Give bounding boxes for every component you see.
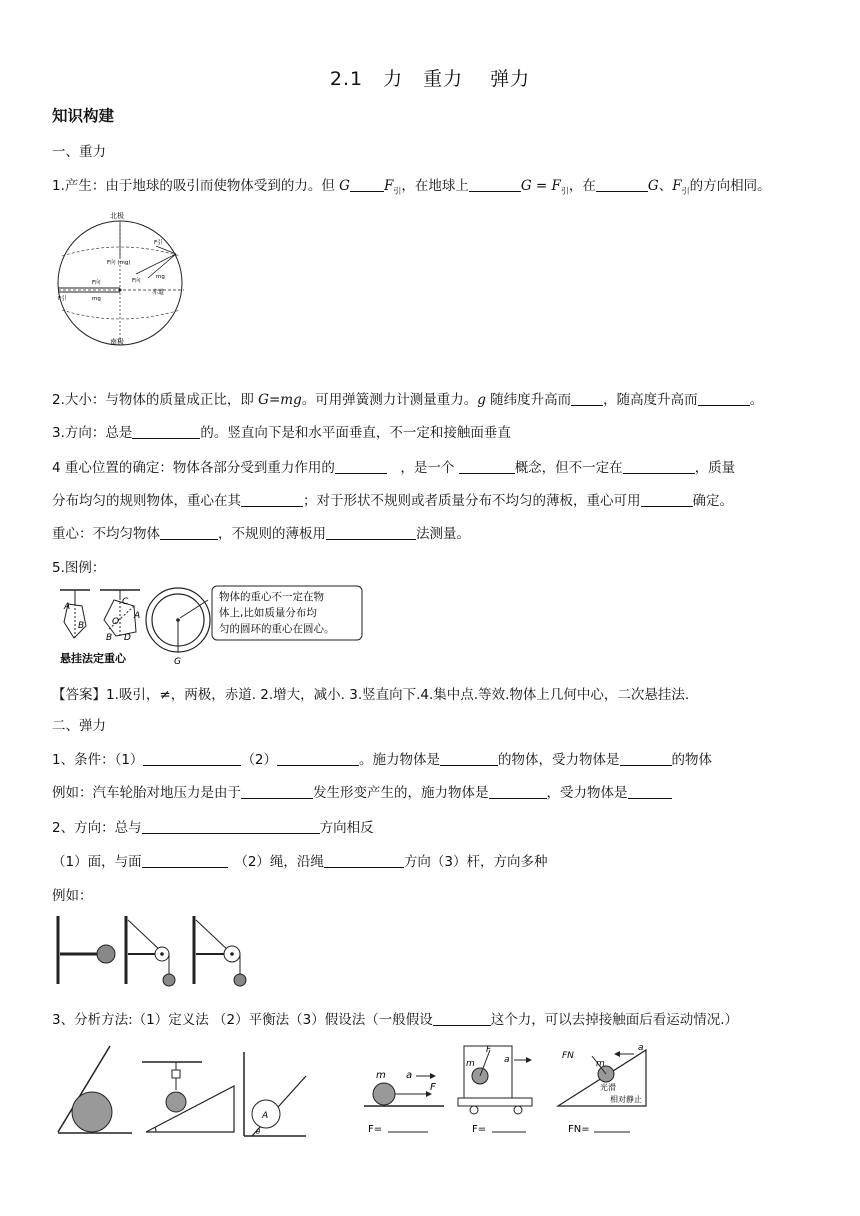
mass-m2-label: m bbox=[596, 1059, 605, 1069]
blank bbox=[326, 525, 416, 540]
text: 。可用弹簧测力计测量重力。 bbox=[301, 392, 478, 408]
answer-line: 【答案】1.吸引，≠，两极，赤道. 2.增大，减小. 3.竖直向下.4.集中点.等效.物体上几何中心，二次悬挂法. bbox=[52, 687, 690, 703]
mg-equator-label: mg bbox=[92, 296, 101, 302]
blank bbox=[628, 784, 672, 799]
text: 分布均匀的规则物体，重心在其 bbox=[52, 493, 241, 509]
blank bbox=[241, 492, 303, 507]
text: 概念，但不一定在 bbox=[514, 460, 623, 476]
rod-rope-figures bbox=[52, 914, 262, 988]
gravity-origin-line: 1.产生：由于地球的吸引而使物体受到的力。但 G $F_引$，在地球上 $G = F_引$，在 G、$F_引$的方向相同。 bbox=[52, 178, 771, 196]
point-c-label: C bbox=[122, 597, 129, 607]
elastic-direction-line bbox=[52, 816, 374, 836]
gravity-direction-line bbox=[52, 421, 511, 441]
text: 3、分析方法:（1）定义法 （2）平衡法（3）假设法（一般假设 bbox=[52, 1012, 433, 1028]
normal-force-label: FN bbox=[562, 1051, 574, 1061]
text: ，在 bbox=[568, 178, 596, 194]
point-b-label: B bbox=[78, 621, 85, 631]
text: 4 重心位置的确定：物体各部分受到重力作用的 bbox=[52, 460, 335, 476]
gravity-magnitude-line bbox=[52, 388, 763, 408]
text: 方向相反 bbox=[319, 820, 374, 836]
text: 例如：汽车轮胎对地压力是由于 bbox=[52, 785, 241, 801]
gravity-heading: 一、重力 bbox=[52, 144, 106, 160]
blank bbox=[623, 459, 695, 474]
blank bbox=[132, 424, 200, 439]
accel-a-label: a bbox=[504, 1055, 510, 1065]
note-line-1: 物体的重心不一定在物 bbox=[219, 591, 324, 603]
f-yin-equator-label: F引 bbox=[58, 296, 67, 302]
blank bbox=[571, 391, 603, 406]
text: 随纬度升高而 bbox=[485, 392, 572, 408]
text: 的方向相同。 bbox=[689, 178, 771, 194]
f-yin-label: F引 bbox=[154, 240, 163, 246]
f-xiang-label: F向 bbox=[132, 278, 141, 284]
elastic-example-line bbox=[52, 781, 672, 801]
contact-force-figures bbox=[52, 1040, 314, 1140]
text: 方向（3）杆，方向多种 bbox=[403, 854, 548, 870]
center-of-gravity-line-2 bbox=[52, 489, 733, 509]
elastic-condition-line bbox=[52, 748, 712, 768]
point-a2-label: A bbox=[134, 611, 141, 621]
elastic-direction-cases-line bbox=[52, 850, 548, 870]
text: ，受力物体是 bbox=[546, 785, 628, 801]
section-knowledge-heading: 知识构建 bbox=[52, 107, 115, 125]
text: 的。竖直向下是和水平面垂直，不一定和接触面垂直 bbox=[200, 425, 511, 441]
note-line-3: 匀的圆环的重心在圆心。 bbox=[219, 623, 335, 635]
blank bbox=[324, 853, 404, 868]
text: 的物体 bbox=[671, 752, 713, 768]
text: （1）面，与面 bbox=[52, 854, 142, 870]
text: 确定。 bbox=[692, 493, 733, 509]
relative-static-label: 相对静止 bbox=[610, 1095, 642, 1104]
answer-f1-label: F= bbox=[368, 1124, 383, 1135]
text: 1.产生：由于地球的吸引而使物体受到的力。但 bbox=[52, 178, 340, 194]
center-of-gravity-line-3 bbox=[52, 522, 470, 542]
text: ；对于形状不规则或者质量分布不均匀的薄板，重心可用 bbox=[303, 493, 641, 509]
accel-label: a bbox=[406, 1070, 413, 1081]
text: 2、方向：总与 bbox=[52, 820, 142, 836]
text: 法测量。 bbox=[416, 526, 470, 542]
blank bbox=[277, 751, 359, 766]
analysis-method-line bbox=[52, 1008, 738, 1028]
theta-label: θ bbox=[256, 1128, 261, 1136]
smooth-label: 光滑 bbox=[600, 1083, 616, 1092]
motion-force-figures bbox=[362, 1040, 662, 1136]
hang-method-caption: 悬挂法定重心 bbox=[60, 652, 126, 665]
page-title: 2.1 力 重力 弹力 bbox=[329, 68, 531, 90]
force-label: F bbox=[430, 1082, 436, 1093]
text: ，质量 bbox=[694, 460, 736, 476]
blank bbox=[620, 751, 672, 766]
blank bbox=[143, 751, 241, 766]
center-of-gravity-figure bbox=[56, 584, 366, 668]
blank bbox=[142, 853, 228, 868]
blank bbox=[596, 177, 648, 192]
text: 1、条件：（1） bbox=[52, 752, 144, 768]
blank bbox=[335, 459, 387, 474]
g-arrow-label: G bbox=[174, 657, 181, 667]
blank bbox=[350, 177, 384, 192]
example-label: 例如： bbox=[52, 888, 93, 904]
blank bbox=[698, 391, 750, 406]
blank bbox=[142, 819, 320, 834]
g-symbol: g bbox=[477, 392, 486, 408]
point-b2-label: B bbox=[106, 633, 113, 643]
text: ，在地球上 bbox=[401, 178, 469, 194]
point-a-label: A bbox=[64, 602, 71, 612]
text: 。 bbox=[749, 392, 764, 408]
text: （2）绳，沿绳 bbox=[241, 854, 324, 870]
f-xiang-equator-label: F向 bbox=[92, 280, 101, 286]
text: ，是一个 bbox=[400, 460, 459, 476]
blank bbox=[241, 784, 313, 799]
mass-m-label: m bbox=[466, 1059, 475, 1069]
text: 发生形变产生的，施力物体是 bbox=[313, 785, 489, 801]
blank bbox=[433, 1011, 491, 1026]
formula: G=mg bbox=[258, 392, 302, 408]
ball-a-label: A bbox=[262, 1111, 269, 1121]
text: 。施力物体是 bbox=[359, 752, 441, 768]
blank bbox=[469, 177, 521, 192]
text: 重心：不均匀物体 bbox=[52, 526, 160, 542]
answer-f2-label: F= bbox=[472, 1124, 487, 1135]
text: ，不规则的薄板用 bbox=[218, 526, 326, 542]
equator-label: 赤道 bbox=[152, 289, 165, 296]
fn-mg-label: F向 (mg) bbox=[107, 260, 131, 266]
text: （2） bbox=[241, 752, 278, 768]
north-pole-label: 北极 bbox=[110, 212, 124, 220]
force-f-label: F bbox=[486, 1045, 492, 1055]
blank bbox=[641, 492, 693, 507]
mass-label: m bbox=[376, 1070, 386, 1081]
note-line-2: 体上,比如质量分布均 bbox=[219, 607, 317, 619]
text: 这个力，可以去掉接触面后看运动情况.） bbox=[490, 1012, 738, 1028]
text: 的物体，受力物体是 bbox=[498, 752, 620, 768]
point-o-label: O bbox=[112, 617, 120, 627]
center-of-gravity-line-1 bbox=[52, 456, 735, 476]
text: 3.方向：总是 bbox=[52, 425, 133, 441]
figure-example-label: 5.图例： bbox=[52, 560, 106, 576]
point-d-label: D bbox=[124, 633, 131, 643]
text: 2.大小：与物体的质量成正比，即 bbox=[52, 392, 259, 408]
blank bbox=[160, 525, 218, 540]
accel-a2-label: a bbox=[638, 1043, 644, 1053]
blank bbox=[440, 751, 498, 766]
elastic-heading: 二、弹力 bbox=[52, 718, 106, 734]
mg-label: mg bbox=[156, 274, 165, 280]
text: ，随高度升高而 bbox=[603, 392, 698, 408]
south-pole-label: 南极 bbox=[110, 338, 124, 346]
answer-fn-label: FN= bbox=[568, 1124, 590, 1135]
globe-gravity-figure bbox=[52, 208, 192, 348]
blank bbox=[459, 459, 515, 474]
blank bbox=[489, 784, 547, 799]
